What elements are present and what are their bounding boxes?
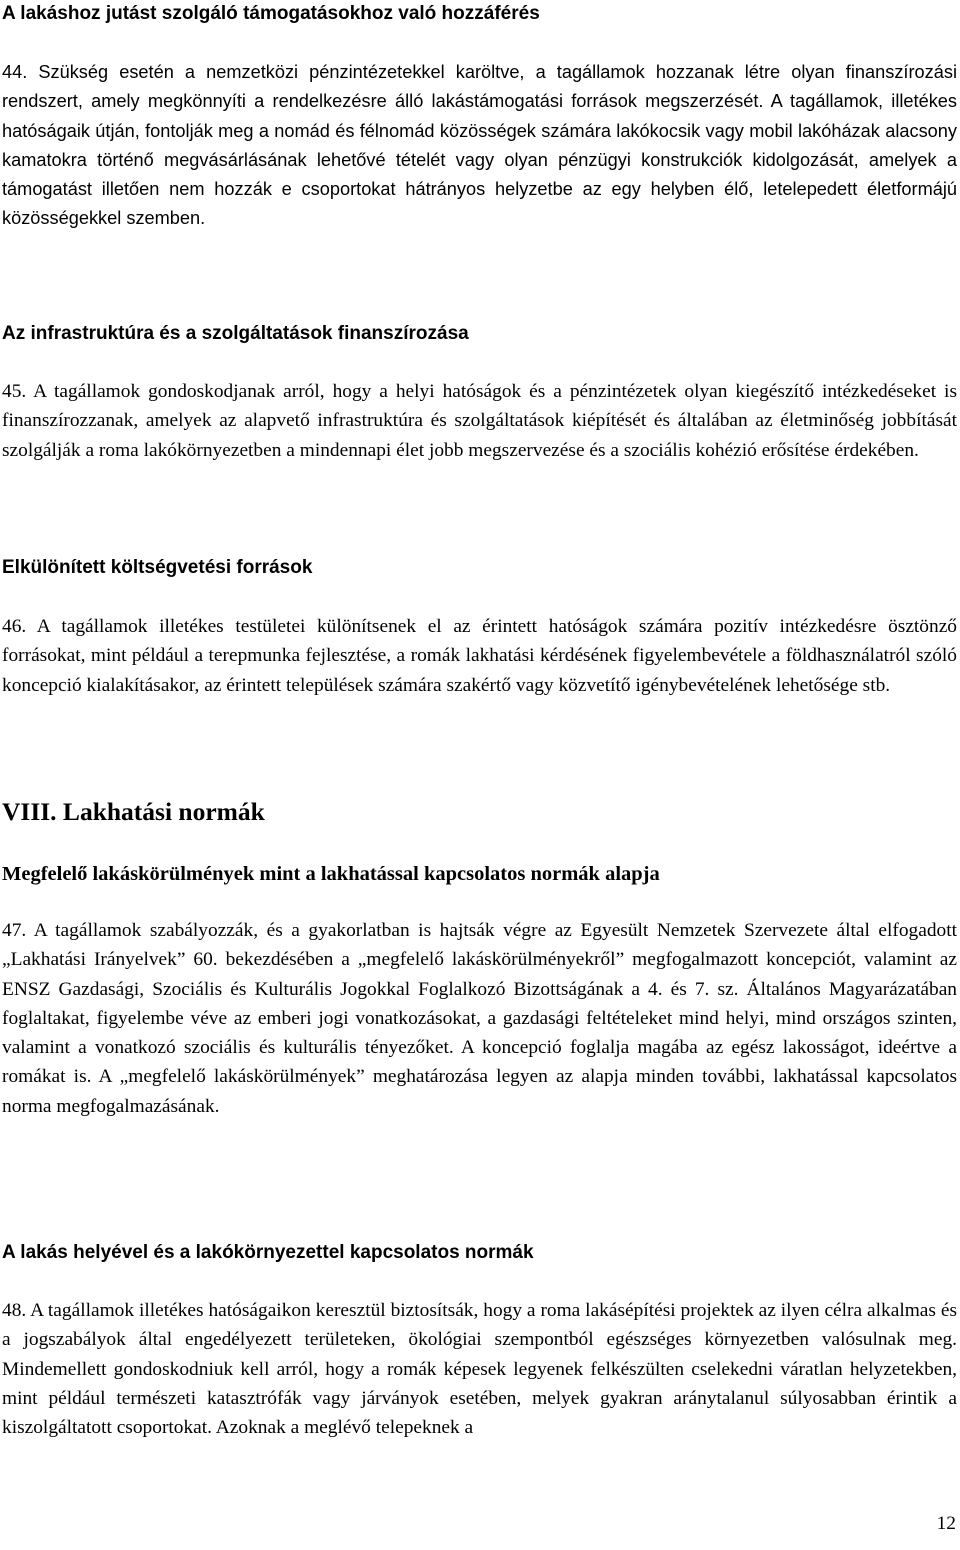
paragraph-48: 48. A tagállamok illetékes hatóságaikon keresztül biztosítsák, hogy a roma lakásépítési projektek az ilyen célra alkalmas és a jogszabályok által engedélyezett területeken, ökológiai szempontból egészséges környezetben valósulnak meg. Mindemellett gondoskodniuk kell arról, hogy a romák képesek legyenek felkészülten cselekedni váratlan helyzetekben, mint például természeti katasztrófák vagy járványok esetében, melyek gyakran aránytalanul súlyosabban érintik a kiszolgáltatott csoportokat. Azoknak a meglévő telepeknek a <box>2 1300 957 1439</box>
chapter-heading: VIII. Lakhatási normák <box>2 797 265 826</box>
paragraph-45: 45. A tagállamok gondoskodjanak arról, hogy a helyi hatóságok és a pénzintézetek olyan kiegészítő intézkedéseket is finanszírozzanak, amelyek az alapvető infrastruktúra és szolgáltatások kiépítését és általában az életminőség jobbítását szolgálják a roma lakókörnyezetben a mindennapi élet jobb megszervezése és a szociális kohézió erősítése érdekében. <box>2 381 957 461</box>
paragraph-44-start: 44. Szükség esetén a nemzetközi pénzintézetekkel karöltve, a tagállamok hozzanak létre olyan finanszírozási rendszert, amely megkönnyíti a rendelkezésre álló lakástámogatási források megszerzését. <box>2 62 957 112</box>
paragraph-44 <box>2 58 957 234</box>
section-heading-budget: Elkülönített költségvetési források <box>2 557 313 578</box>
section-heading-infrastructure: Az infrastruktúra és a szolgáltatások finanszírozása <box>2 323 469 344</box>
section-heading-housing-support: A lakáshoz jutást szolgáló támogatásokhoz való hozzáférés <box>2 3 540 24</box>
paragraph-44-rest: A tagállamok, illetékes hatóságaik útján, fontolják meg a nomád és félnomád közösségek számára lakókocsik vagy mobil lakóházak alacsony kamatokra történő megvásárlásának lehetővé tételét vagy olyan pénzügyi konstrukciók kidolgozását, amelyek a támogatást illetően nem hozzák e csoportokat hátrányos helyzetbe az egy helyben élő, letelepedett életformájú közösségekkel szemben. <box>2 91 958 229</box>
section-heading-adequate-conditions: Megfelelő lakáskörülmények mint a lakhatással kapcsolatos normák alapja <box>2 863 660 885</box>
paragraph-47: 47. A tagállamok szabályozzák, és a gyakorlatban is hajtsák végre az Egyesült Nemzetek Szervezete által elfogadott „Lakhatási Irányelvek” 60. bekezdésében a „megfelelő lakáskörülményekről” megfogalmazott koncepciót, valamint az ENSZ Gazdasági, Szociális és Kulturális Jogokkal Foglalkozó Bizottságának a 4. és 7. sz. Általános Magyarázatában foglaltakat, figyelembe véve az emberi jogi vonatkozásokat, a gazdasági feltételeket mind helyi, mind országos szinten, valamint a vonatkozó szociális és kulturális tényezőket. A koncepció foglalja magába az egész lakosságot, ideértve a romákat is. A „megfelelő lakáskörülmények” meghatározása legyen az alapja minden további, lakhatással kapcsolatos norma megfogalmazásának. <box>2 920 957 1117</box>
section-heading-location: A lakás helyével és a lakókörnyezettel kapcsolatos normák <box>2 1242 534 1263</box>
page-number: 12 <box>936 1513 956 1534</box>
paragraph-46: 46. A tagállamok illetékes testületei különítsenek el az érintett hatóságok számára pozitív intézkedésre ösztönző forrásokat, mint például a terepmunka fejlesztése, a romák lakhatási kérdésének figyelembevétele a földhasználatról szóló koncepció kialakításakor, az érintett települések számára szakértő vagy közvetítő igénybevételének lehetősége stb. <box>2 616 957 696</box>
